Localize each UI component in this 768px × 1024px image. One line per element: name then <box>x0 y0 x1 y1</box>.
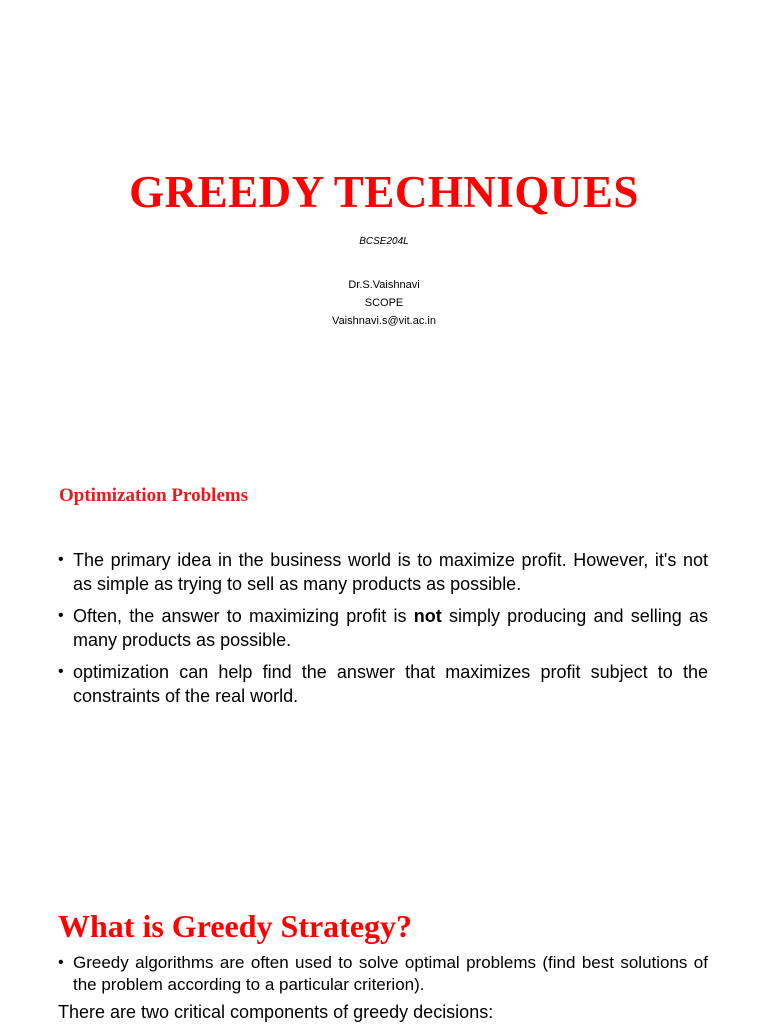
bullet-item: • optimization can help find the answer that maximizes profit subject to the constraints of the real world. <box>58 660 708 708</box>
presentation-title: GREEDY TECHNIQUES <box>129 167 639 217</box>
slide-title: Optimization Problems <box>59 485 249 506</box>
bullet-list <box>58 952 708 998</box>
slide-title: What is Greedy Strategy? <box>58 908 413 944</box>
greedy-strategy-slide <box>0 864 768 1024</box>
author-block <box>0 276 768 330</box>
bullet-text: simply producing and selling as many products as possible. <box>73 606 709 650</box>
bullet-emphasis: not <box>413 606 442 626</box>
bullet-item: • The primary idea in the business world is to maximize profit. However, it's not as simple as trying to sell as many products as possible. <box>58 548 708 596</box>
author-email: Vaishnavi.s@vit.ac.in <box>332 315 436 327</box>
author-name: Dr.S.Vaishnavi <box>348 279 420 291</box>
bullet-list <box>58 548 708 716</box>
body-text: There are two critical components of greedy decisions: <box>58 1002 494 1022</box>
bullet-item <box>58 604 708 652</box>
bullet-item: • Greedy algorithms are often used to solve optimal problems (find best solutions of the problem according to a particular criterion). <box>58 952 708 996</box>
title-slide <box>0 0 768 432</box>
course-code: BCSE204L <box>359 236 409 247</box>
optimization-problems-slide <box>0 432 768 864</box>
bullet-text: Often, the answer to maximizing profit is <box>73 606 414 626</box>
author-department: SCOPE <box>364 297 404 309</box>
